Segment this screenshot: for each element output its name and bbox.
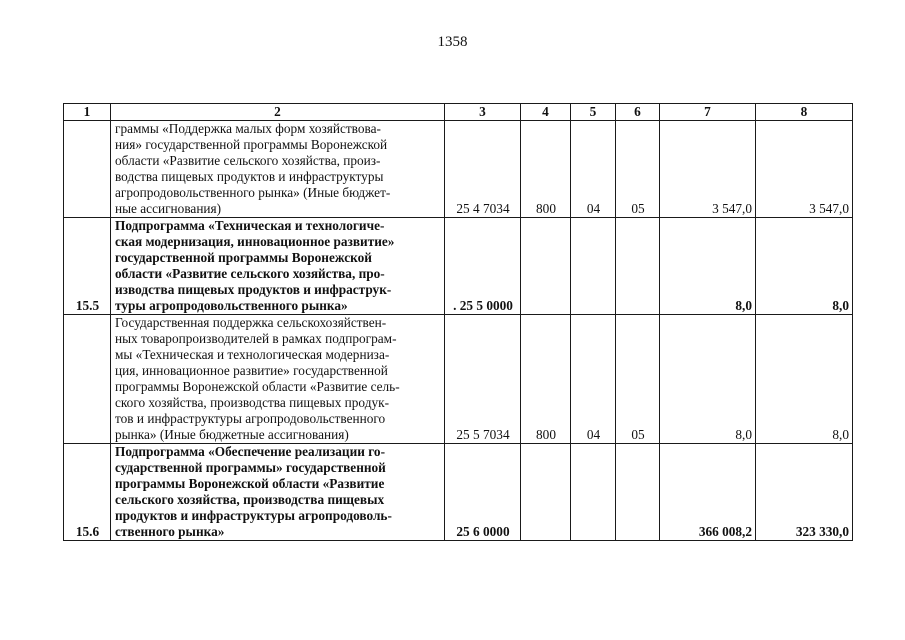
row-amount-col7: 3 547,0: [660, 121, 756, 218]
row-number: [64, 315, 111, 444]
row-section: 04: [571, 315, 616, 444]
row-description: граммы «Поддержка малых форм хозяйствова- ния» государственной программы Воронежской области «Развитие сельского хозяйства, произ- водства пищевых продуктов и инфраструктуры агропродовольственного рынка» (Иные бюджет- ные ассигнования): [111, 121, 445, 218]
row-amount-col8: 323 330,0: [756, 444, 853, 541]
row-section: [571, 218, 616, 315]
row-section: 04: [571, 121, 616, 218]
row-number: [64, 121, 111, 218]
header-col-6: 6: [616, 104, 660, 121]
table-row: [64, 121, 853, 218]
header-col-7: 7: [660, 104, 756, 121]
row-amount-col7: 8,0: [660, 218, 756, 315]
row-subsection: 05: [616, 121, 660, 218]
row-amount-col7: 366 008,2: [660, 444, 756, 541]
row-amount-col8: 8,0: [756, 218, 853, 315]
row-number: 15.5: [64, 218, 111, 315]
row-expense-type: 800: [521, 315, 571, 444]
row-subsection: [616, 218, 660, 315]
header-col-1: 1: [64, 104, 111, 121]
table-row: [64, 444, 853, 541]
row-expense-type: [521, 218, 571, 315]
row-section: [571, 444, 616, 541]
row-description: Государственная поддержка сельскохозяйствен- ных товаропроизводителей в рамках подпрограм- мы «Техническая и технологическая модерниза- ция, инновационное развитие» государственной программы Воронежской области «Развитие сель- ского хозяйства, производства пищевых продук- тов и инфраструктуры агропродовольственного рынка» (Иные бюджетные ассигнования): [111, 315, 445, 444]
row-expense-type: [521, 444, 571, 541]
row-subsection: [616, 444, 660, 541]
row-amount-col8: 3 547,0: [756, 121, 853, 218]
row-amount-col7: 8,0: [660, 315, 756, 444]
row-number: 15.6: [64, 444, 111, 541]
header-col-3: 3: [445, 104, 521, 121]
budget-table: [63, 103, 853, 541]
row-target-code: 25 4 7034: [445, 121, 521, 218]
row-target-code: 25 6 0000: [445, 444, 521, 541]
row-expense-type: 800: [521, 121, 571, 218]
table-header-row: [64, 104, 853, 121]
row-amount-col8: 8,0: [756, 315, 853, 444]
row-target-code: . 25 5 0000: [445, 218, 521, 315]
row-subsection: 05: [616, 315, 660, 444]
row-description: Подпрограмма «Техническая и технологиче- ская модернизация, инновационное развитие» государственной программы Воронежской области «Развитие сельского хозяйства, про- изводства пищевых продуктов и инфраструк- туры агропродовольственного рынка»: [111, 218, 445, 315]
page-number: 1358: [437, 34, 468, 50]
header-col-5: 5: [571, 104, 616, 121]
row-target-code: 25 5 7034: [445, 315, 521, 444]
header-col-2: 2: [111, 104, 445, 121]
header-col-8: 8: [756, 104, 853, 121]
table-row: [64, 315, 853, 444]
table-row: [64, 218, 853, 315]
row-description: Подпрограмма «Обеспечение реализации го- сударственной программы» государственной программы Воронежской области «Развитие сельского хозяйства, производства пищевых продуктов и инфраструктуры агропродоволь- ственного рынка»: [111, 444, 445, 541]
header-col-4: 4: [521, 104, 571, 121]
